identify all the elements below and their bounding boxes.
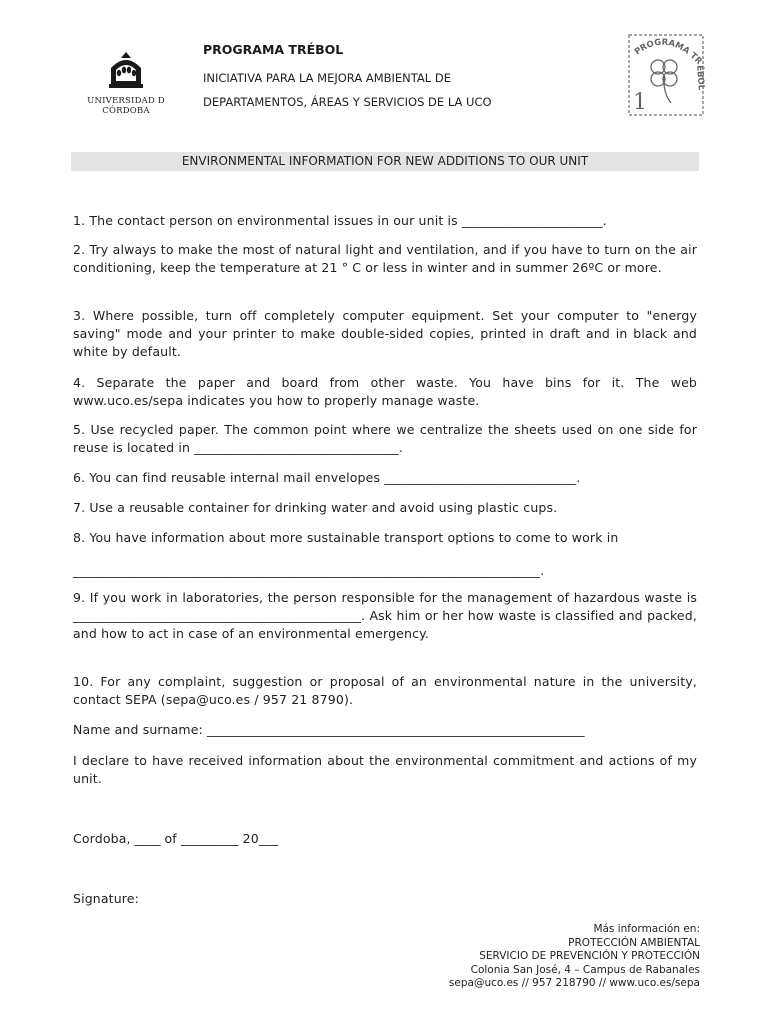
item-8-blank-line: _________________________________________________________________________. (73, 563, 545, 578)
program-subtitle-line1: INICIATIVA PARA LA MEJORA AMBIENTAL DE (203, 71, 451, 85)
program-title: PROGRAMA TRÉBOL (203, 42, 344, 57)
item-8: 8. You have information about more sustainable transport options to come to work in (73, 530, 619, 545)
stamp-number: 1 (633, 90, 647, 115)
university-logo (70, 50, 182, 116)
footer-line2: PROTECCIÓN AMBIENTAL (568, 936, 700, 949)
footer-line3: SERVICIO DE PREVENCIÓN Y PROTECCIÓN (479, 950, 700, 962)
date-line: Cordoba, ____ of _________ 20___ (73, 831, 279, 846)
university-name: UNIVERSIDAD D CÓRDOBA (87, 96, 165, 116)
footer-line5: sepa@uco.es // 957 218790 // www.uco.es/sepa (448, 977, 700, 989)
item-10: 10. For any complaint, suggestion or proposal of an environmental nature in the university, contact SEPA (sepa@uco.es / 957 21 8790). (73, 674, 697, 708)
item-3: 3. Where possible, turn off completely computer equipment. Set your computer to "energy saving" mode and your printer to make double-sided copies, printed in draft and in black and white by default. (73, 308, 697, 360)
item-7: 7. Use a reusable container for drinking water and avoid using plastic cups. (73, 500, 558, 515)
item-1: 1. The contact person on environmental issues in our unit is ______________________. (73, 213, 607, 228)
signature-label: Signature: (73, 891, 140, 906)
university-emblem-icon (105, 50, 147, 92)
item-9: 9. If you work in laboratories, the person responsible for the management of hazardous waste is _____________________________________________. Ask him or her how waste is classified and packed, and how to act in case of an environmental emergency. (73, 590, 697, 642)
name-surname-field: Name and surname: ___________________________________________________________ (73, 722, 585, 737)
item-6: 6. You can find reusable internal mail envelopes ______________________________. (73, 470, 581, 485)
item-2: 2. Try always to make the most of natural light and ventilation, and if you have to turn on the air conditioning, keep the temperature at 21 ° C or less in winter and in summer 26ºC or more. (73, 242, 697, 276)
footer-line4: Colonia San José, 4 – Campus de Rabanales (470, 963, 700, 976)
footer-contact (449, 923, 700, 991)
declaration-text: I declare to have received information about the environmental commitment and actions of my unit. (73, 753, 697, 787)
document-title: ENVIRONMENTAL INFORMATION FOR NEW ADDITIONS TO OUR UNIT (71, 152, 699, 171)
stamp-text: PROGRAMA TRÉBOL (632, 37, 705, 91)
program-stamp (627, 33, 705, 117)
item-5: 5. Use recycled paper. The common point where we centralize the sheets used on one side for reuse is located in ________________________________. (73, 422, 697, 456)
program-subtitle-line2: DEPARTAMENTOS, ÁREAS Y SERVICIOS DE LA UCO (203, 95, 492, 109)
clover-stamp-icon (627, 33, 705, 117)
item-4: 4. Separate the paper and board from other waste. You have bins for it. The web www.uco.es/sepa indicates you how to properly manage waste. (73, 375, 697, 409)
svg-text:PROGRAMA TRÉBOL (633, 38, 705, 91)
footer-line1: Más información en: (593, 923, 700, 935)
